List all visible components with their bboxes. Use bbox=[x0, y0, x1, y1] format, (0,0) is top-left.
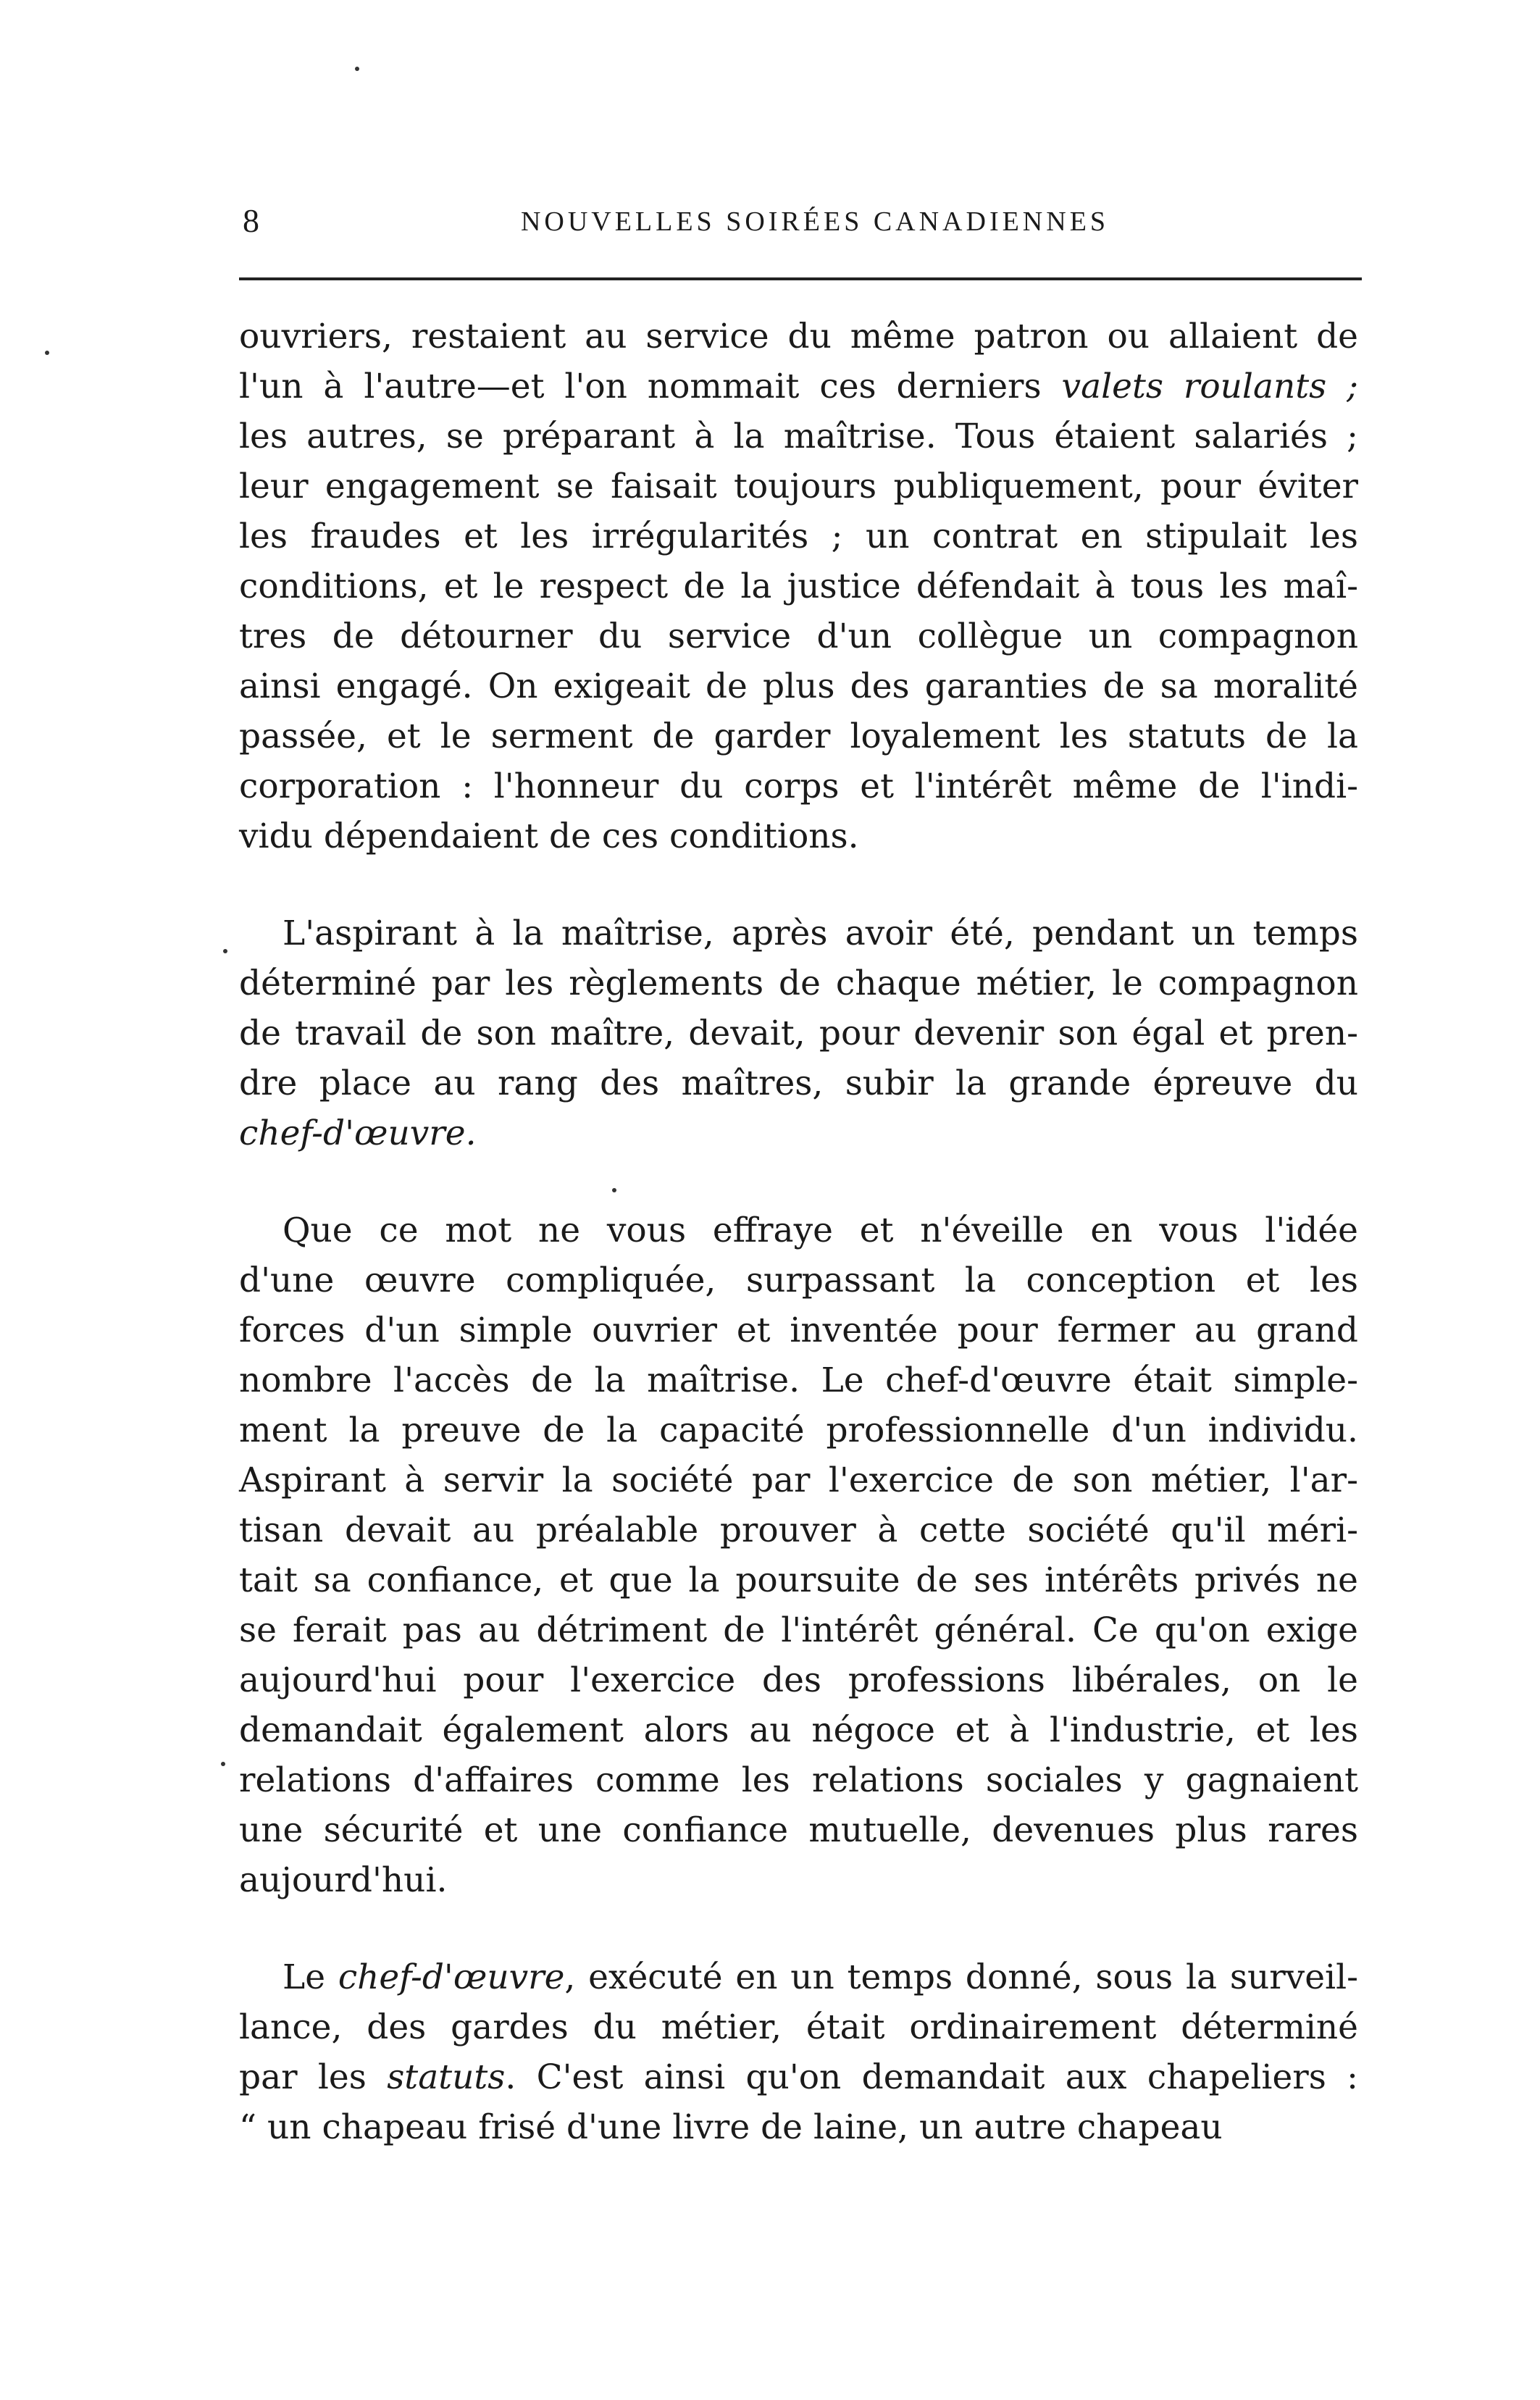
italic-text: chef-d'œuvre. bbox=[239, 1113, 477, 1153]
text-line: se ferait pas au détriment de l'intérêt général. Ce qu'on exige bbox=[239, 1610, 1358, 1650]
text-line: nombre l'accès de la maîtrise. Le chef-d'œuvre était simple- bbox=[239, 1360, 1358, 1400]
text-line: les fraudes et les irrégularités ; un contrat en stipulait les bbox=[239, 517, 1358, 556]
text-line: L'aspirant à la maîtrise, après avoir été, pendant un temps bbox=[283, 913, 1358, 953]
text-line: Le chef-d'œuvre, exécuté en un temps donné, sous la surveil- bbox=[283, 1957, 1358, 1997]
scan-speck bbox=[355, 67, 359, 71]
scan-speck bbox=[221, 1762, 225, 1766]
text-line: ainsi engagé. On exigeait de plus des garanties de sa moralité bbox=[239, 666, 1358, 706]
paragraph bbox=[239, 908, 1358, 1158]
scan-speck bbox=[612, 1188, 616, 1192]
body-text bbox=[239, 312, 1358, 2152]
text-line: Aspirant à servir la société par l'exercice de son métier, l'ar- bbox=[239, 1460, 1358, 1500]
paragraph bbox=[239, 1205, 1358, 1905]
text-line: passée, et le serment de garder loyalement les statuts de la bbox=[239, 716, 1358, 756]
text-line: ment la preuve de la capacité professionnelle d'un individu. bbox=[239, 1410, 1358, 1450]
text-line bbox=[239, 1108, 1358, 1158]
text-line: les autres, se préparant à la maîtrise. Tous étaient salariés ; bbox=[239, 417, 1358, 456]
text-line: dre place au rang des maîtres, subir la grande épreuve du bbox=[239, 1063, 1358, 1103]
text-line: forces d'un simple ouvrier et inventée pour fermer au grand bbox=[239, 1310, 1358, 1350]
text-line: conditions, et le respect de la justice défendait à tous les maî- bbox=[239, 566, 1358, 606]
paragraph bbox=[239, 312, 1358, 861]
text-line: ouvriers, restaient au service du même patron ou allaient de bbox=[239, 317, 1358, 356]
text-line: par les statuts. C'est ainsi qu'on demandait aux chapeliers : bbox=[239, 2057, 1359, 2097]
text-line: aujourd'hui pour l'exercice des professions libérales, on le bbox=[239, 1660, 1358, 1700]
italic-text: chef-d'œuvre bbox=[338, 1957, 565, 1997]
text-line: tisan devait au préalable prouver à cette société qu'il méri- bbox=[239, 1510, 1358, 1550]
paragraph-gap bbox=[239, 1158, 1358, 1205]
text-line: tait sa confiance, et que la poursuite de ses intérêts privés ne bbox=[239, 1560, 1358, 1600]
text-line: leur engagement se faisait toujours publiquement, pour éviter bbox=[239, 467, 1358, 506]
header-rule bbox=[239, 277, 1362, 280]
paragraph bbox=[239, 1952, 1358, 2152]
text-line: de travail de son maître, devait, pour devenir son égal et pren- bbox=[239, 1013, 1358, 1053]
text-line: Que ce mot ne vous effraye et n'éveille en vous l'idée bbox=[283, 1211, 1358, 1250]
text-line: une sécurité et une confiance mutuelle, devenues plus rares bbox=[239, 1810, 1358, 1850]
text-line: aujourd'hui. bbox=[239, 1860, 448, 1900]
running-head bbox=[243, 201, 1358, 245]
scan-speck bbox=[223, 949, 227, 953]
paragraph-gap bbox=[239, 1905, 1358, 1952]
paragraph-gap bbox=[239, 861, 1358, 908]
italic-text: valets roulants ; bbox=[1061, 367, 1358, 406]
text-line: déterminé par les règlements de chaque métier, le compagnon bbox=[239, 963, 1358, 1003]
running-title: NOUVELLES SOIRÉES CANADIENNES bbox=[520, 206, 1110, 237]
text-line: d'une œuvre compliquée, surpassant la conception et les bbox=[239, 1260, 1358, 1300]
text-line: tres de détourner du service d'un collègue un compagnon bbox=[239, 616, 1358, 656]
text-line: vidu dépendaient de ces conditions. bbox=[239, 816, 859, 856]
scan-speck bbox=[45, 351, 49, 355]
text-line: relations d'affaires comme les relations sociales y gagnaient bbox=[239, 1760, 1358, 1800]
italic-text: statuts bbox=[387, 2057, 506, 2097]
page-number: 8 bbox=[243, 202, 260, 239]
text-line: demandait également alors au négoce et à l'industrie, et les bbox=[239, 1710, 1358, 1750]
text-line: corporation : l'honneur du corps et l'intérêt même de l'indi- bbox=[239, 766, 1358, 806]
text-line: l'un à l'autre—et l'on nommait ces derniers valets roulants ; bbox=[239, 367, 1358, 406]
text-line: lance, des gardes du métier, était ordinairement déterminé bbox=[239, 2007, 1358, 2047]
text-line: “ un chapeau frisé d'une livre de laine, un autre chapeau bbox=[239, 2107, 1223, 2147]
